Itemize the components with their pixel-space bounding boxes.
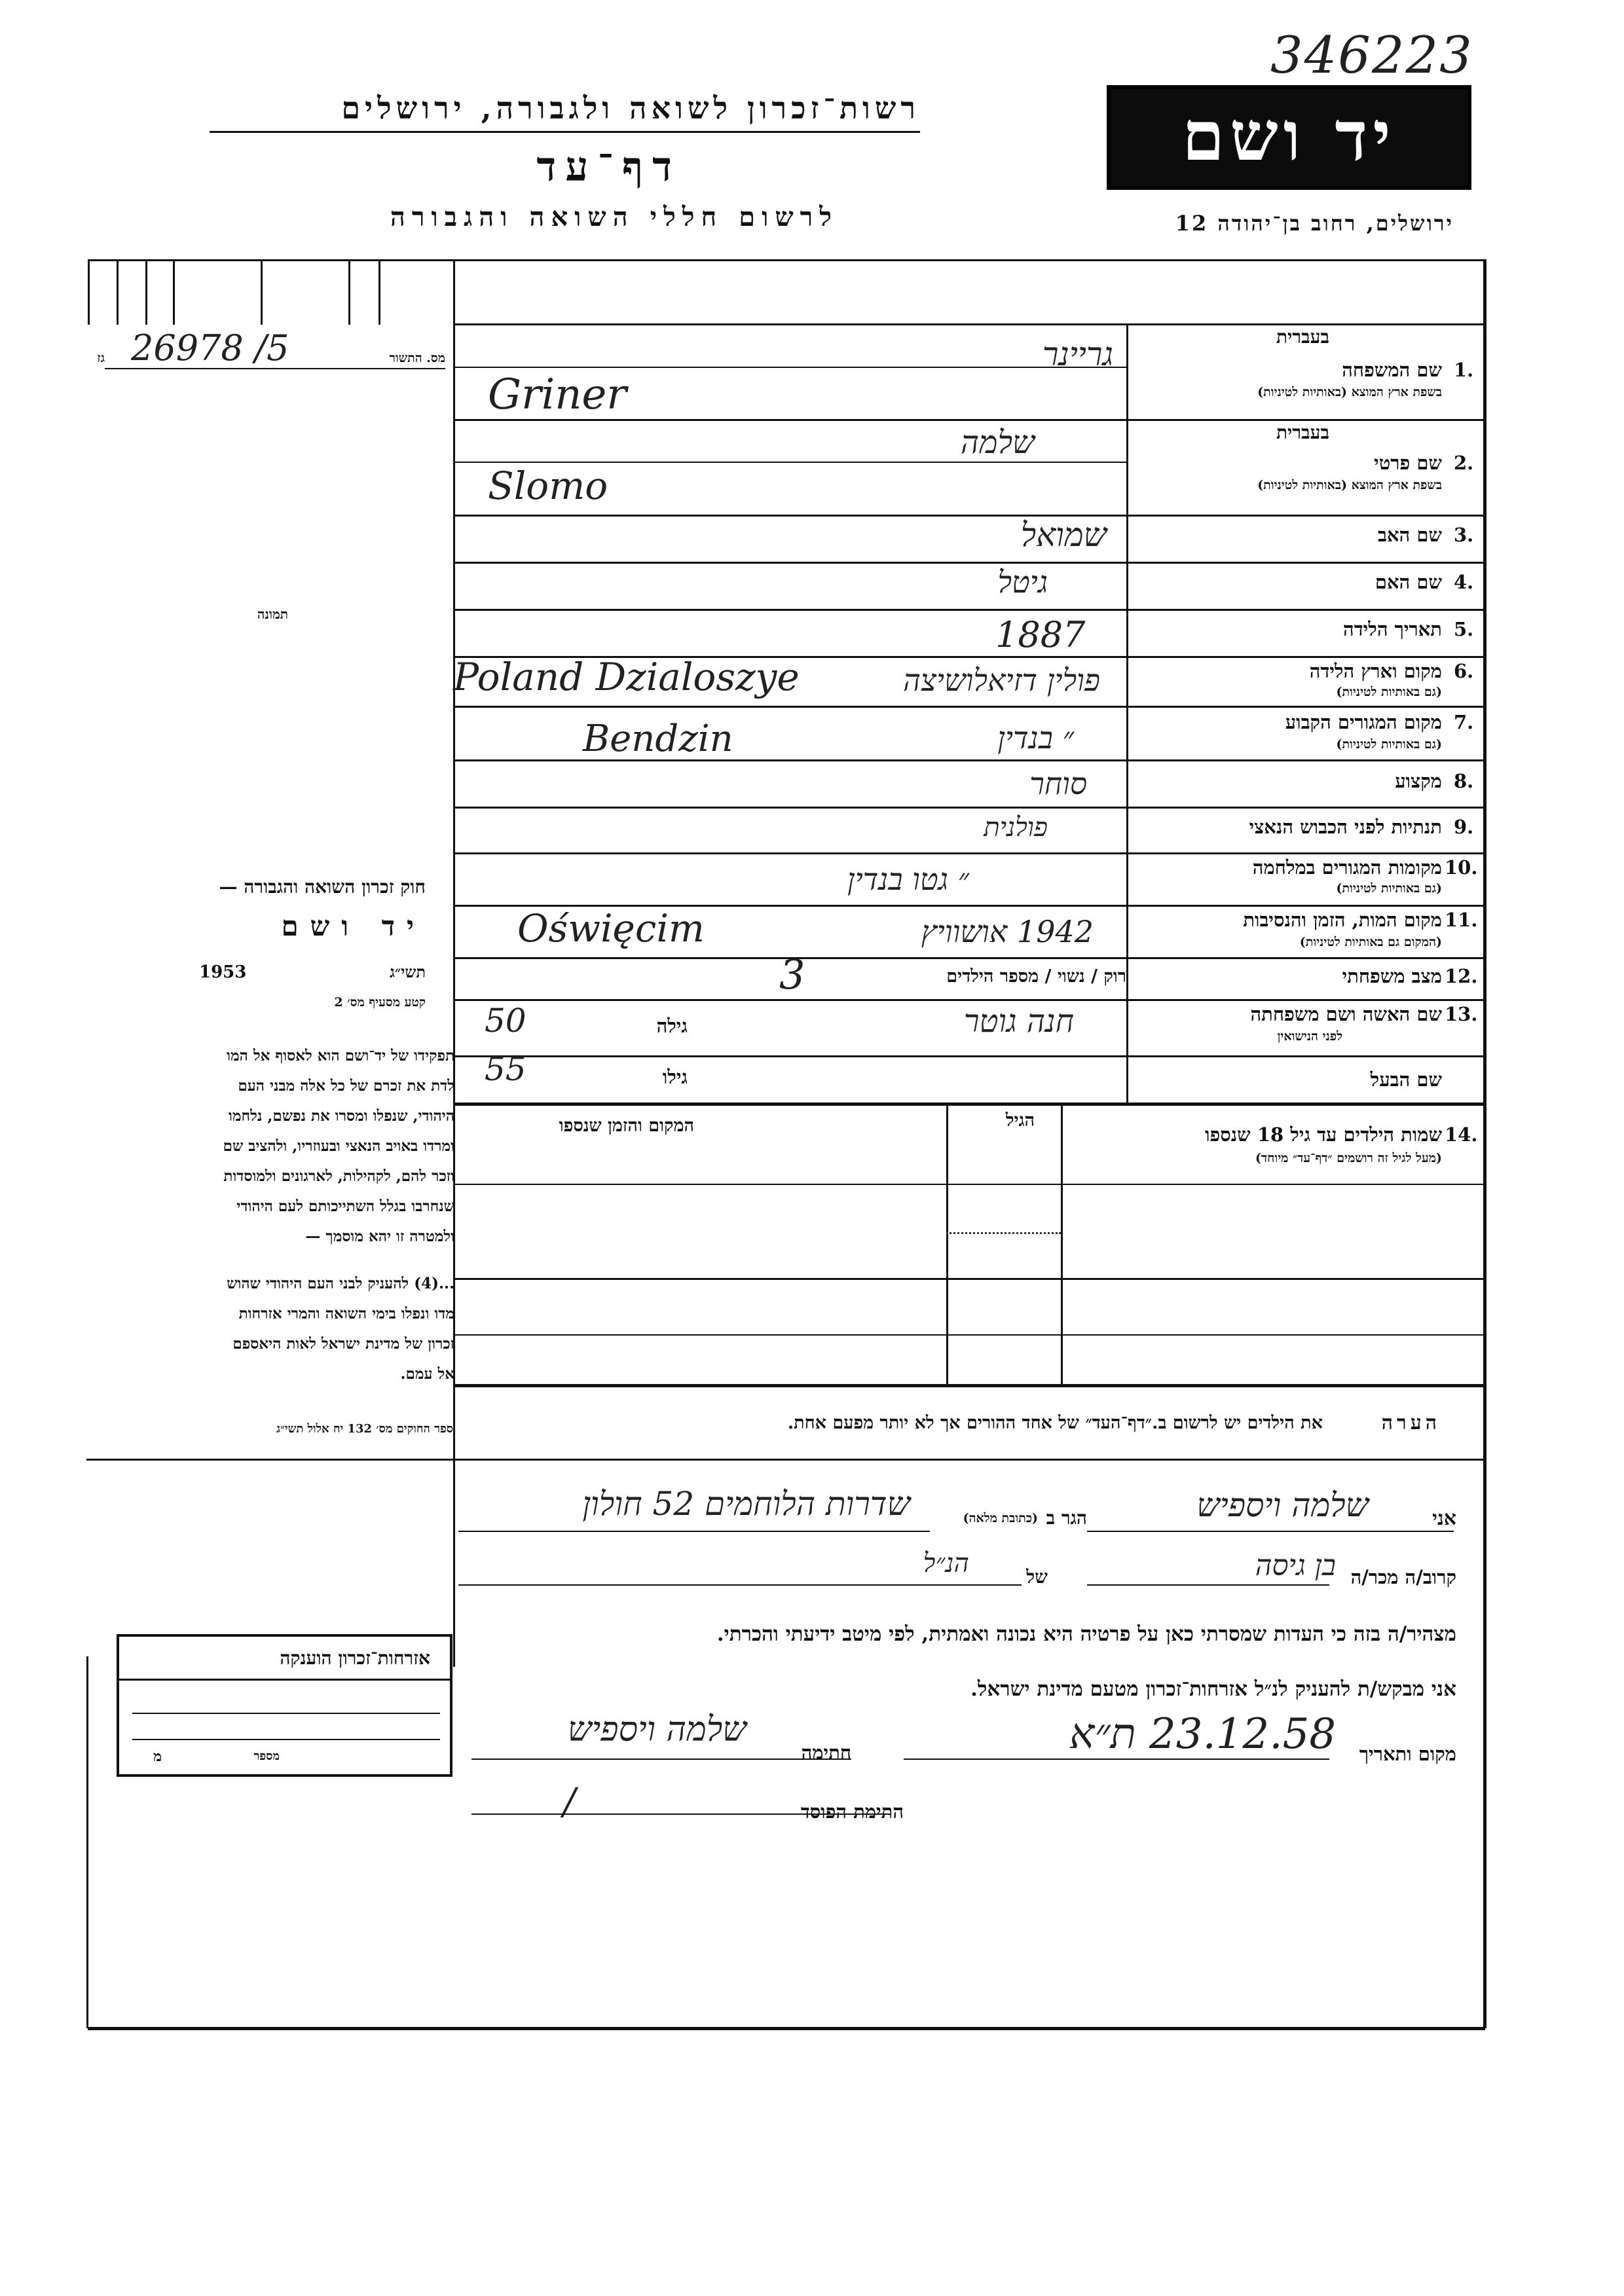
official-mark: /: [563, 1781, 576, 1823]
frame-bottom: [88, 2027, 1485, 2030]
first-name-hebrew: שלמה: [960, 424, 1035, 461]
decl-address-hint: (כתובת מלאה): [963, 1511, 1038, 1525]
authority-underline: [210, 131, 920, 133]
children-number: 14.: [1445, 1123, 1478, 1146]
law-line-6: שנחרבו בגלל השתייכותם לעם היהודי: [236, 1197, 454, 1215]
main-left-border: [453, 259, 455, 1667]
children-col-place: המקום והזמן שנספו: [559, 1116, 694, 1136]
decl-name: שלמה ויספיש: [1196, 1486, 1369, 1524]
field-1-sub: בשפת ארץ המוצא (באותיות לטיניות): [1257, 385, 1442, 399]
marital-options: רוק / נשוי / מספר הילדים: [946, 966, 1126, 987]
field-5-label: תאריך הלידה: [1343, 618, 1442, 640]
children-col-age: הגיל: [1005, 1110, 1035, 1131]
address-line: ירושלים, רחוב בן־יהודה 12: [1175, 211, 1454, 236]
surname-hebrew: גריינר: [1042, 335, 1113, 373]
signature-label: חתימה: [801, 1741, 851, 1764]
field-12-label: מצב משפחתי: [1342, 965, 1442, 987]
authority-title: רשות־זכרון לשואה ולגבורה, ירושלים: [341, 90, 920, 126]
decl-request: אני מבקש/ת להעניק לנ״ל אזרחות־זכרון מטעם מדינת ישראל.: [970, 1677, 1456, 1701]
field-11-number: 11.: [1445, 909, 1478, 931]
law-line-11: אל עמם.: [400, 1365, 454, 1383]
surname-latin: Griner: [488, 371, 627, 419]
field-6-sub: (גם באותיות לטיניות): [1336, 685, 1442, 699]
file-number-prefix: גז: [97, 351, 105, 365]
file-number-label: מס. התשור: [389, 351, 445, 365]
law-section: קטע מסעיף מס׳ 2: [334, 995, 426, 1010]
field-10-sub: (גם באותיות לטיניות): [1336, 881, 1442, 896]
field-2-top-label: בעברית: [1276, 422, 1329, 443]
residence-latin: Bendzin: [583, 718, 733, 760]
signature: שלמה ויספיש: [567, 1710, 747, 1749]
field-8-number: 8.: [1454, 770, 1474, 792]
field-10-label: מקומות המגורים במלחמה: [1252, 856, 1442, 879]
death-place: 1942 אושוויץ: [921, 914, 1094, 949]
file-number-value: 26978 /5: [131, 327, 289, 369]
residence: ״ בנדין: [997, 720, 1074, 756]
mother-name: גיטל: [997, 564, 1048, 600]
field-13-label: שם האשה ושם משפחתה: [1250, 1003, 1442, 1025]
photo-label: תמונה: [257, 606, 288, 622]
field-8-label: מקצוע: [1395, 770, 1442, 792]
yad-vashem-logo: [1107, 85, 1471, 190]
husband-age: 55: [485, 1050, 526, 1088]
husband-age-label: גילו: [662, 1066, 688, 1088]
birth-place-latin: Poland Dzialoszye: [453, 655, 800, 699]
law-line-8: ...(4) להעניק לבני העם היהודי שהוש: [227, 1275, 454, 1292]
death-place-latin: Oświęcim: [517, 906, 705, 951]
wife-age: 50: [485, 1002, 526, 1040]
field-13-number: 13.: [1445, 1003, 1478, 1025]
law-line-9: מדו ונפלו בימי השואה והמרי אזרחות: [238, 1305, 454, 1322]
decl-address: שדרות הלוחמים 52 חולון: [582, 1485, 910, 1523]
children-count: 3: [779, 951, 805, 998]
note-text: את הילדים יש לרשום ב.״דף־העד״ של אחד ההורים אך לא יותר מפעם אחת.: [787, 1413, 1323, 1433]
field-6-label: מקום וארץ הלידה: [1309, 660, 1442, 682]
field-2-sub: בשפת ארץ המוצא (באותיות לטיניות): [1257, 478, 1442, 492]
decl-of-label: של: [1026, 1566, 1048, 1588]
form-subtitle: לרשום חללי השואה והגבורה: [390, 202, 838, 232]
label-column-divider: [1126, 323, 1128, 1102]
citizenship-box-title: אזרחות־זכרון הוענקה: [280, 1647, 430, 1669]
decl-i-label: אני: [1432, 1507, 1456, 1530]
field-9-number: 9.: [1454, 816, 1474, 838]
birth-date: 1887: [995, 614, 1086, 655]
field-12-number: 12.: [1445, 965, 1478, 987]
place-date-label: מקום ותאריך: [1359, 1743, 1456, 1765]
children-col-divider-1: [946, 1102, 948, 1384]
field-10-number: 10.: [1445, 856, 1478, 879]
field-11-sub: (המקום גם באותיות לטיניות): [1299, 935, 1442, 949]
law-year: 1953: [199, 962, 247, 982]
decl-relation: בן גיסה: [1255, 1549, 1336, 1582]
field-5-number: 5.: [1454, 618, 1474, 640]
place-date: 23.12.58 ת״א: [1069, 1710, 1336, 1758]
logo-text: יד ושם: [1182, 96, 1396, 176]
nationality: פולנית: [984, 812, 1048, 843]
law-line-2: לדת את זכרם של כל אלה מבני העם: [238, 1077, 454, 1095]
law-line-4: ומרדו באויב הנאצי ובעוזריו, ולהציב שם: [223, 1137, 454, 1155]
frame-left-top: [88, 259, 90, 325]
children-label: שמות הילדים עד גיל 18 שנספו: [1205, 1123, 1442, 1146]
field-6-number: 6.: [1454, 660, 1474, 682]
law-line-5: וזכר להם, לקהילות, לארגונים ולמוסדות: [223, 1167, 454, 1185]
citizenship-box: [117, 1634, 452, 1777]
law-name: יד ושם: [281, 910, 426, 942]
law-title: חוק זכרון השואה והגבורה —: [219, 876, 426, 898]
field-7-number: 7.: [1454, 711, 1474, 733]
decl-of-value: הנ״ל: [923, 1548, 969, 1578]
frame-top: [88, 259, 1485, 261]
law-line-7: ולמטרה זו יהא מוסמך —: [305, 1228, 454, 1245]
field-4-label: שם האם: [1375, 571, 1442, 593]
law-line-3: היהודי, שנפלו ומסרו את נפשם, נלחמו: [228, 1107, 454, 1125]
children-sub: (מעל לגיל זה רושמים ״דף־עד״ מיוחד): [1255, 1151, 1442, 1165]
field-3-label: שם האב: [1377, 524, 1442, 546]
field-13-sub: לפני הנישואין: [1277, 1029, 1342, 1044]
children-col-divider-2: [1061, 1102, 1063, 1384]
occupation: סוחר: [1029, 766, 1087, 801]
frame-right: [1483, 259, 1486, 2028]
wartime-residence: ״ גטו בנדין: [847, 862, 969, 897]
field-2-number: 2.: [1454, 452, 1474, 474]
archive-number: 346223: [1270, 26, 1473, 85]
field-3-number: 3.: [1454, 524, 1474, 546]
field-4-number: 4.: [1454, 571, 1474, 593]
husband-label: שם הבעל: [1370, 1068, 1442, 1091]
field-7-label: מקום המגורים הקבוע: [1285, 711, 1442, 733]
official-signature-label: התימת הפוסד: [800, 1800, 904, 1823]
citizenship-number-prefix: מ: [153, 1748, 162, 1765]
field-1-number: 1.: [1454, 359, 1474, 381]
decl-resident-label: הגר ב: [1046, 1507, 1087, 1529]
frame-left-bottom: [86, 1656, 88, 2028]
field-1-label: שם המשפחה: [1342, 359, 1442, 381]
field-1-top-label: בעברית: [1276, 326, 1329, 348]
citizenship-number-label: מספר: [253, 1749, 280, 1763]
decl-relation-label: קרוב/ה מכר/ה: [1350, 1566, 1456, 1588]
law-line-10: זכרון של מדינת ישראל לאות היאספם: [232, 1335, 454, 1353]
first-name-latin: Slomo: [488, 464, 608, 508]
birth-place: פולין דזיאלושיצה: [903, 663, 1100, 698]
wife-name: חנה גוטר: [963, 1003, 1074, 1040]
note-label: הערה: [1381, 1412, 1441, 1434]
law-year-hebrew: תשי״ג: [390, 962, 426, 981]
field-7-sub: (גם באותיות לטיניות): [1336, 737, 1442, 752]
wife-age-label: גילה: [656, 1015, 688, 1037]
law-line-1: תפקידו של יד־ושם הוא לאסוף אל המו: [227, 1047, 454, 1065]
decl-statement: מצהיר/ה בזה כי העדות שמסרתי כאן על פרטיה היא נכונה ואמתית, לפי מיטב ידיעתי והכרתי.: [716, 1622, 1456, 1646]
field-11-label: מקום המות, הזמן והנסיבות: [1243, 909, 1442, 931]
father-name: שמואל: [1020, 516, 1107, 554]
law-footer: ספר החוקים מס׳ 132 יח אלול תשי״ג: [276, 1422, 453, 1436]
form-title: דף־עד: [536, 143, 681, 191]
field-9-label: תנתיות לפני הכבוש הנאצי: [1249, 816, 1442, 838]
field-2-label: שם פרטי: [1374, 452, 1442, 474]
